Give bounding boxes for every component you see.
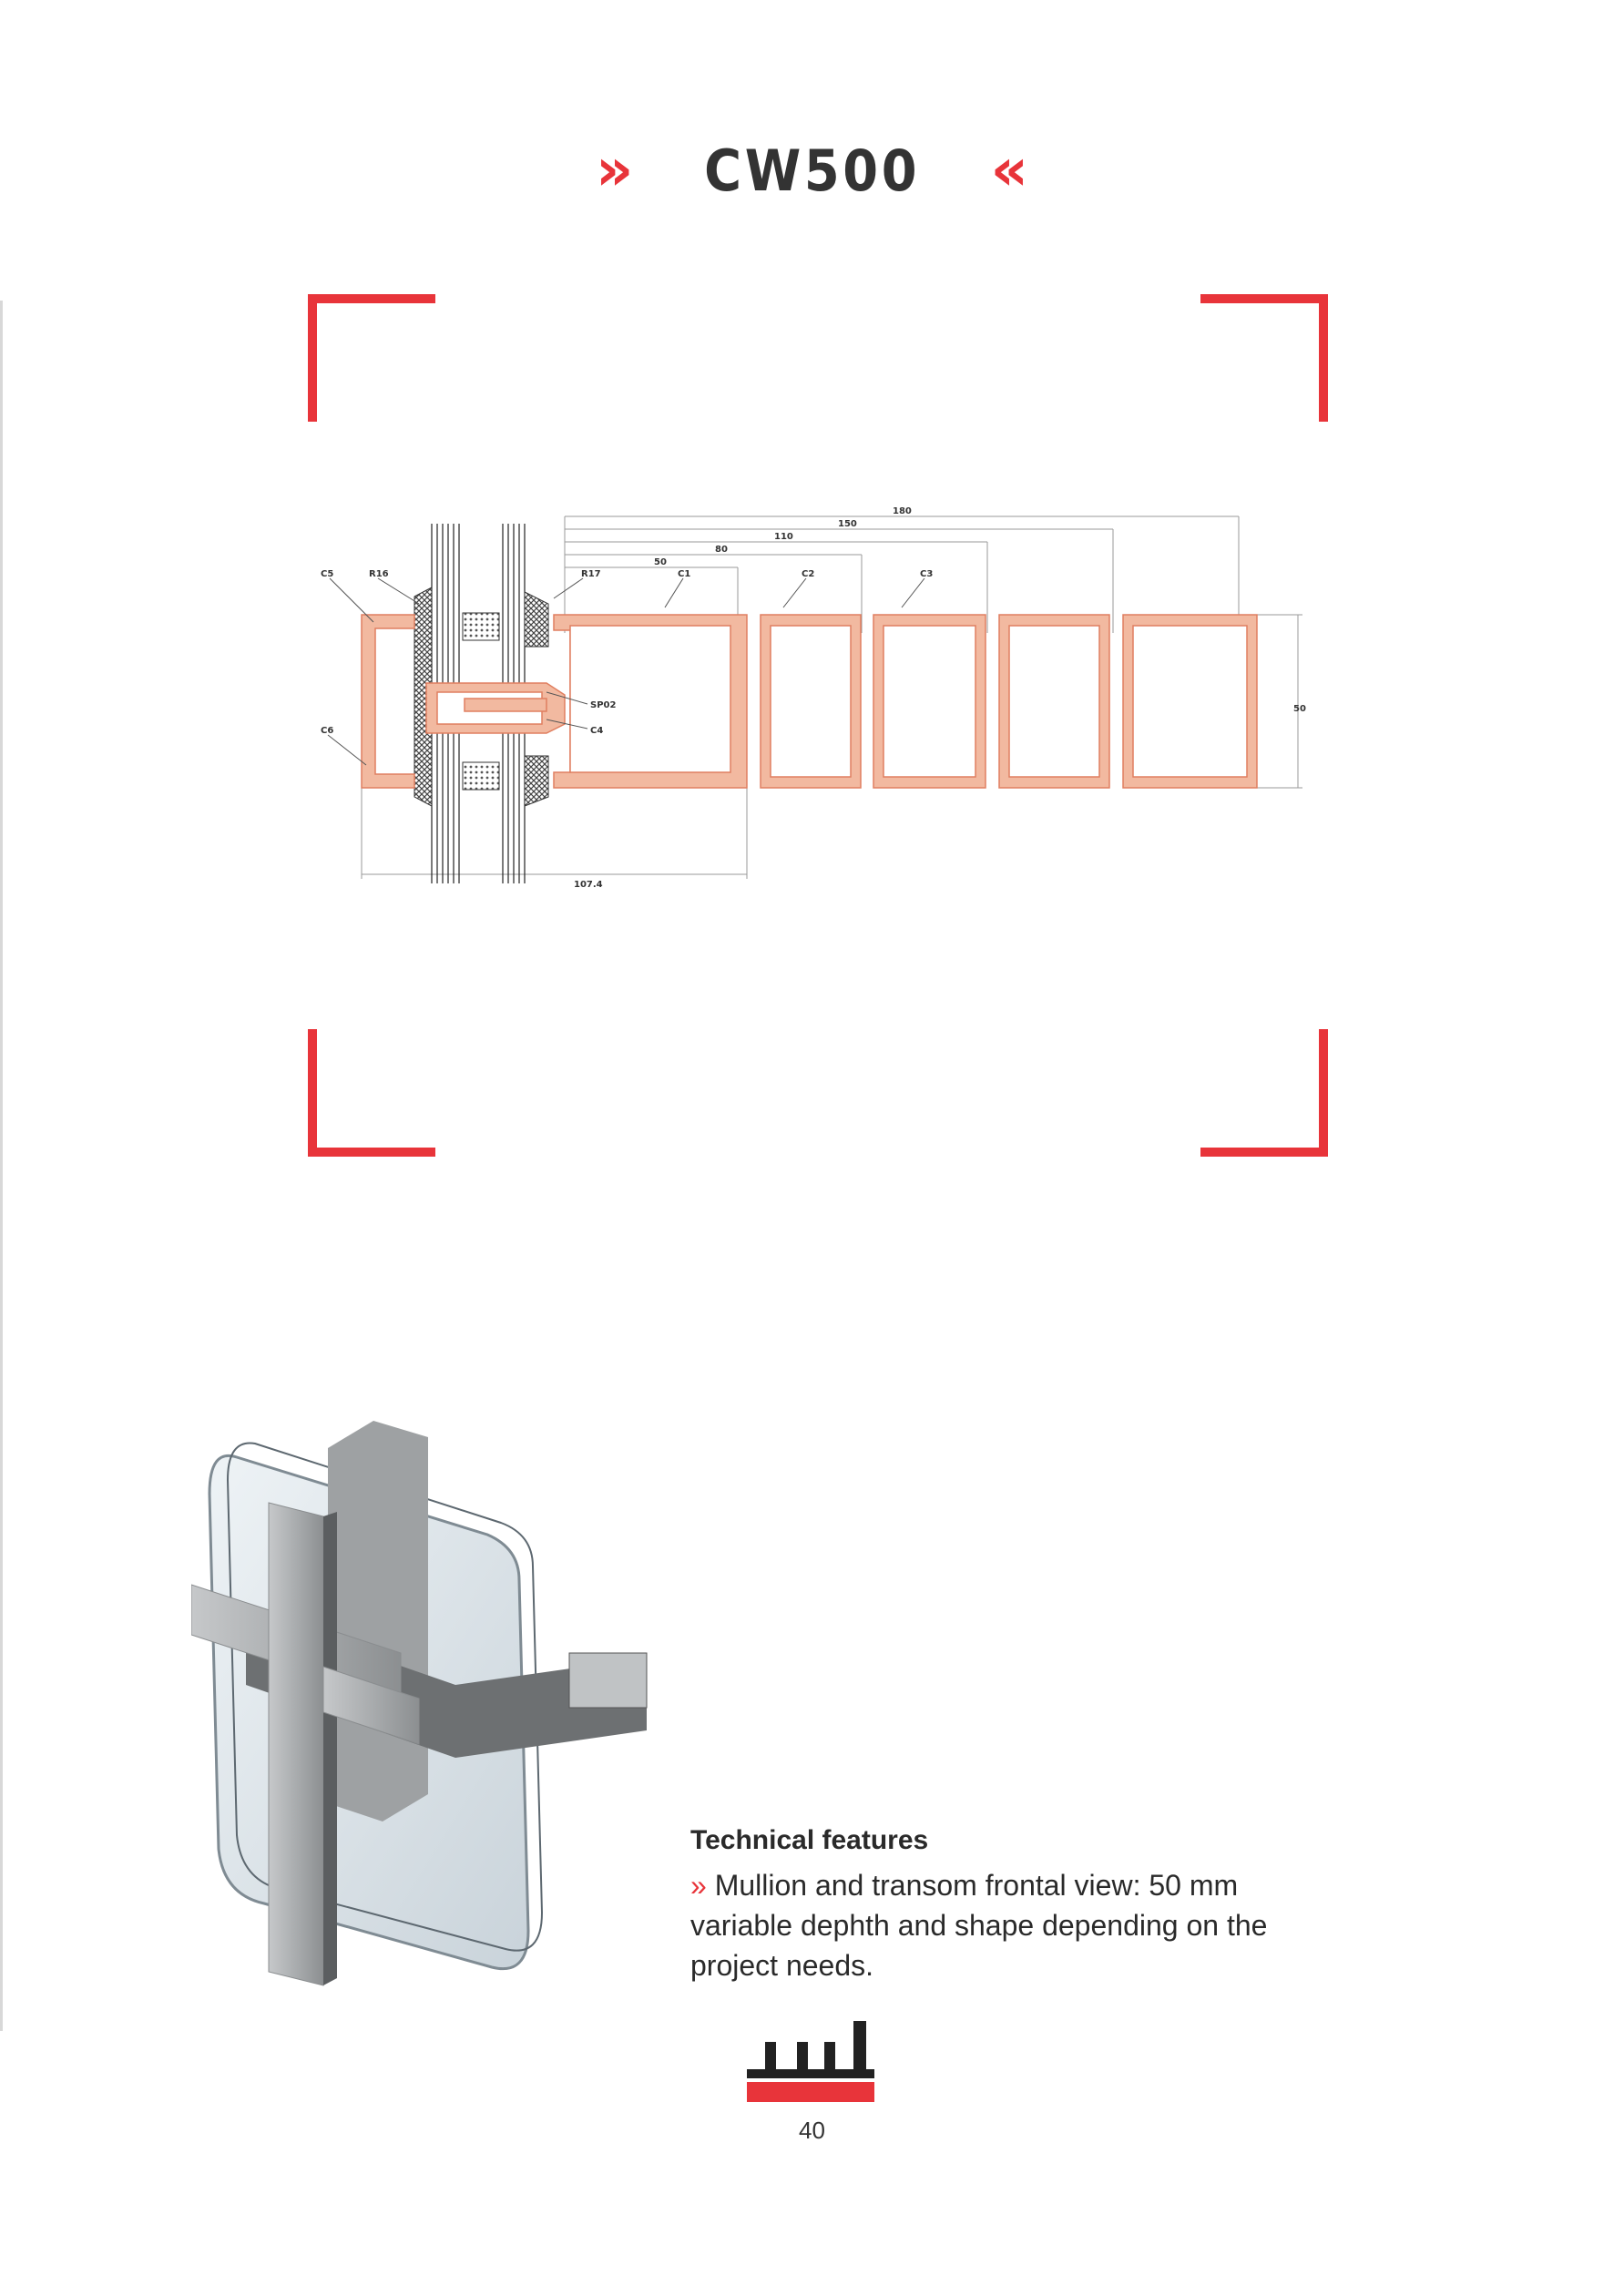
transom-end bbox=[569, 1653, 647, 1708]
label-r16: R16 bbox=[369, 569, 389, 579]
chevron-right-icon: » bbox=[596, 137, 634, 204]
logo-stroke-3 bbox=[797, 2042, 808, 2077]
logo-red-band bbox=[747, 2082, 874, 2102]
dim-label-50: 50 bbox=[654, 557, 667, 567]
technical-section-drawing bbox=[310, 496, 1312, 906]
frame-corner-bottom-right bbox=[1200, 1029, 1328, 1157]
dim-label-height-50: 50 bbox=[1293, 704, 1306, 714]
frame-corner-top-right bbox=[1200, 294, 1328, 422]
mullion-cap bbox=[269, 1503, 323, 1985]
label-c5: C5 bbox=[321, 569, 334, 579]
logo-stroke-1 bbox=[853, 2021, 866, 2076]
label-c2: C2 bbox=[802, 569, 815, 579]
technical-features-heading: Technical features bbox=[690, 1825, 929, 1855]
page-edge-line bbox=[0, 301, 3, 2031]
dim-label-80: 80 bbox=[715, 545, 728, 555]
technical-features bbox=[690, 1825, 1346, 1985]
label-c6: C6 bbox=[321, 726, 334, 736]
label-r17: R17 bbox=[581, 569, 601, 579]
frame-corner-top-left bbox=[308, 294, 435, 422]
technical-features-text bbox=[690, 1865, 1346, 1985]
dim-label-180: 180 bbox=[893, 506, 912, 516]
label-sp02: SP02 bbox=[590, 700, 617, 710]
dim-label-107-4: 107.4 bbox=[574, 880, 603, 890]
label-c4: C4 bbox=[590, 726, 604, 736]
curtain-wall-render bbox=[191, 1421, 665, 2004]
logo-stroke-2 bbox=[824, 2042, 835, 2077]
dim-label-150: 150 bbox=[838, 519, 857, 529]
logo-stroke-4 bbox=[765, 2042, 776, 2077]
mullion-back-box bbox=[328, 1421, 428, 1821]
technical-features-body: Mullion and transom frontal view: 50 mm variable dephth and shape depending on the project needs. bbox=[690, 1869, 1268, 1982]
page-header bbox=[0, 137, 1624, 204]
page-number: 40 bbox=[799, 2117, 825, 2144]
label-c1: C1 bbox=[678, 569, 691, 579]
company-logo bbox=[742, 2016, 879, 2107]
chevron-left-icon: « bbox=[990, 137, 1028, 204]
bullet-icon: » bbox=[690, 1869, 707, 1902]
page-title: CW500 bbox=[704, 137, 920, 204]
frame-corner-bottom-left bbox=[308, 1029, 435, 1157]
dim-label-110: 110 bbox=[774, 532, 793, 542]
mullion-cap-front bbox=[323, 1512, 337, 1985]
label-c3: C3 bbox=[920, 569, 934, 579]
